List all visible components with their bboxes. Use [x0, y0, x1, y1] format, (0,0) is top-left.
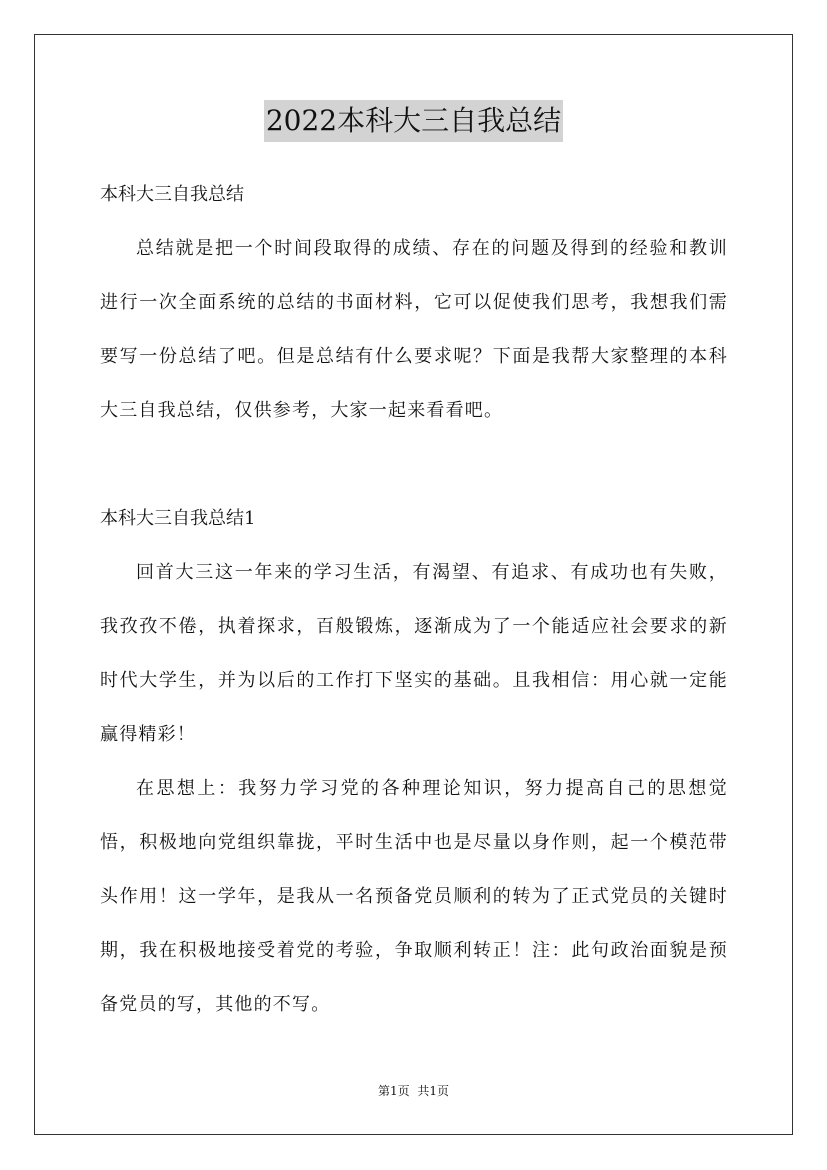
page-number: 第1页: [377, 1084, 410, 1098]
page-footer: [0, 1082, 827, 1100]
section-heading: 本科大三自我总结1: [100, 508, 256, 529]
body-paragraph: 回首大三这一年来的学习生活，有渴望、有追求、有成功也有失败，我孜孜不倦，执着探求，百般锻炼，逐渐成为了一个能适应社会要求的新时代大学生，并为以后的工作打下坚实的基础。且我相信：用心就一定能赢得精彩！: [100, 562, 728, 745]
intro-paragraph: 总结就是把一个时间段取得的成绩、存在的问题及得到的经验和教训进行一次全面系统的总结的书面材料，它可以促使我们思考，我想我们需要写一份总结了吧。但是总结有什么要求呢？下面是我帮大家整理的本科大三自我总结，仅供参考，大家一起来看看吧。: [100, 238, 728, 421]
document-title: 2022本科大三自我总结: [264, 100, 563, 142]
title-container: [0, 100, 827, 142]
page-total: 共1页: [417, 1084, 450, 1098]
section-spacer: [100, 438, 728, 492]
subtitle: 本科大三自我总结: [100, 184, 244, 205]
document-body: [100, 168, 728, 1032]
body-paragraph: 在思想上：我努力学习党的各种理论知识，努力提高自己的思想觉悟，积极地向党组织靠拢，平时生活中也是尽量以身作则，起一个模范带头作用！这一学年，是我从一名预备党员顺利的转为了正式党员的关键时期，我在积极地接受着党的考验，争取顺利转正！注：此句政治面貌是预备党员的写，其他的不写。: [100, 778, 728, 1015]
